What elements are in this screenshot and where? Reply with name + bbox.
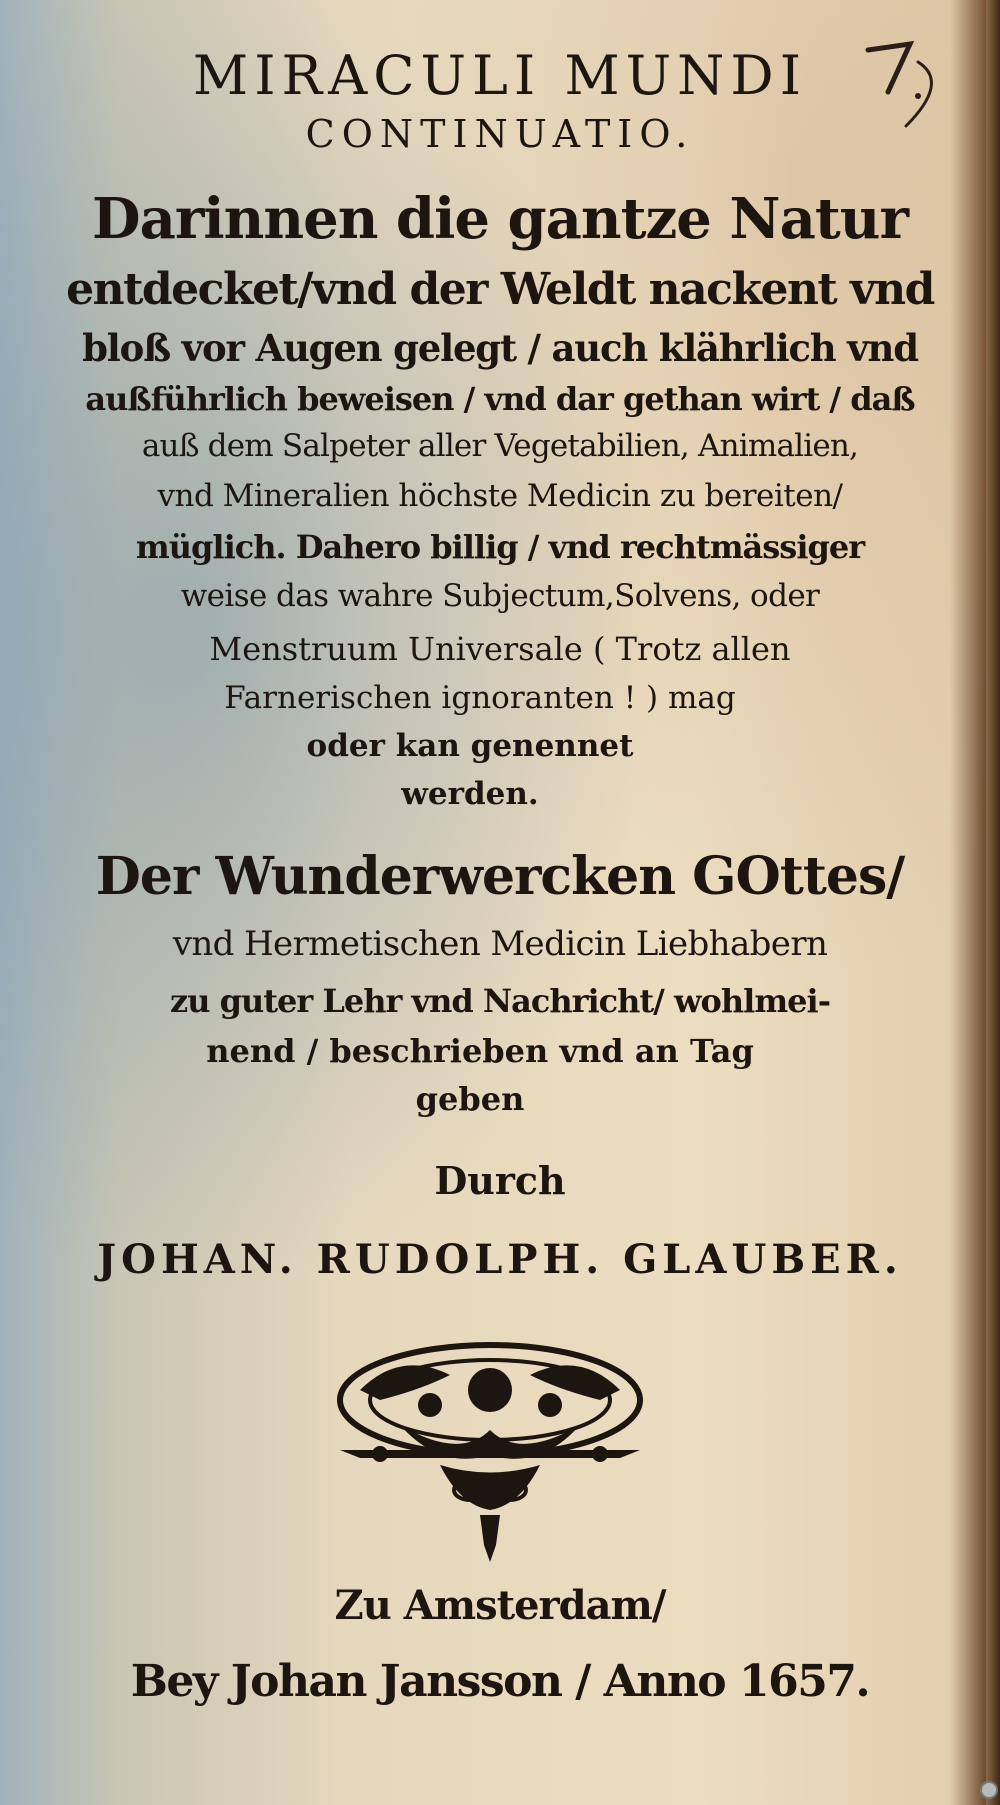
page-marker-dot: [980, 1781, 998, 1799]
dedication-line-2: vnd Hermetischen Medicin Liebhabern: [172, 924, 828, 964]
description-line-11: oder kan genennet: [306, 728, 634, 764]
description-line-3: bloß vor Augen gelegt / auch klährlich vnd: [82, 326, 918, 370]
printers-ornament: [320, 1330, 660, 1570]
description-line-9: Menstruum Universale ( Trotz allen: [209, 630, 791, 668]
dedication-line-4: nend / beschrieben vnd an Tag: [206, 1032, 754, 1070]
dedication-line-3: zu guter Lehr vnd Nachricht/ wohlmei-: [170, 982, 830, 1020]
dedication-line-1: Der Wunderwercken GOttes/: [95, 846, 905, 907]
description-line-10: Farnerischen ignoranten ! ) mag: [224, 680, 736, 716]
description-line-12: werden.: [401, 776, 539, 812]
author-name: JOHAN. RUDOLPH. GLAUBER.: [97, 1236, 903, 1283]
pagemark-text: 7.: [848, 7, 864, 26]
title-line-2: CONTINUATIO.: [305, 112, 695, 156]
description-line-6: vnd Mineralien höchste Medicin zu bereiten/: [157, 478, 843, 514]
title-line-1: MIRACULI MUNDI: [192, 44, 808, 107]
description-line-4: außführlich beweisen / vnd dar gethan wirt / daß: [85, 380, 915, 418]
dedication-line-5: geben: [415, 1080, 525, 1118]
by-label: Durch: [434, 1158, 566, 1203]
description-line-8: weise das wahre Subjectum,Solvens, oder: [180, 578, 820, 614]
description-line-7: müglich. Dahero billig / vnd rechtmässiger: [135, 528, 865, 566]
description-line-1: Darinnen die gantze Natur: [92, 186, 908, 252]
description-line-2: entdecket/vnd der Weldt nackent vnd: [66, 264, 934, 315]
imprint-publisher: Bey Johan Jansson / Anno 1657.: [130, 1656, 870, 1707]
imprint-place: Zu Amsterdam/: [334, 1582, 666, 1629]
description-line-5: auß dem Salpeter aller Vegetabilien, Animalien,: [141, 428, 859, 464]
